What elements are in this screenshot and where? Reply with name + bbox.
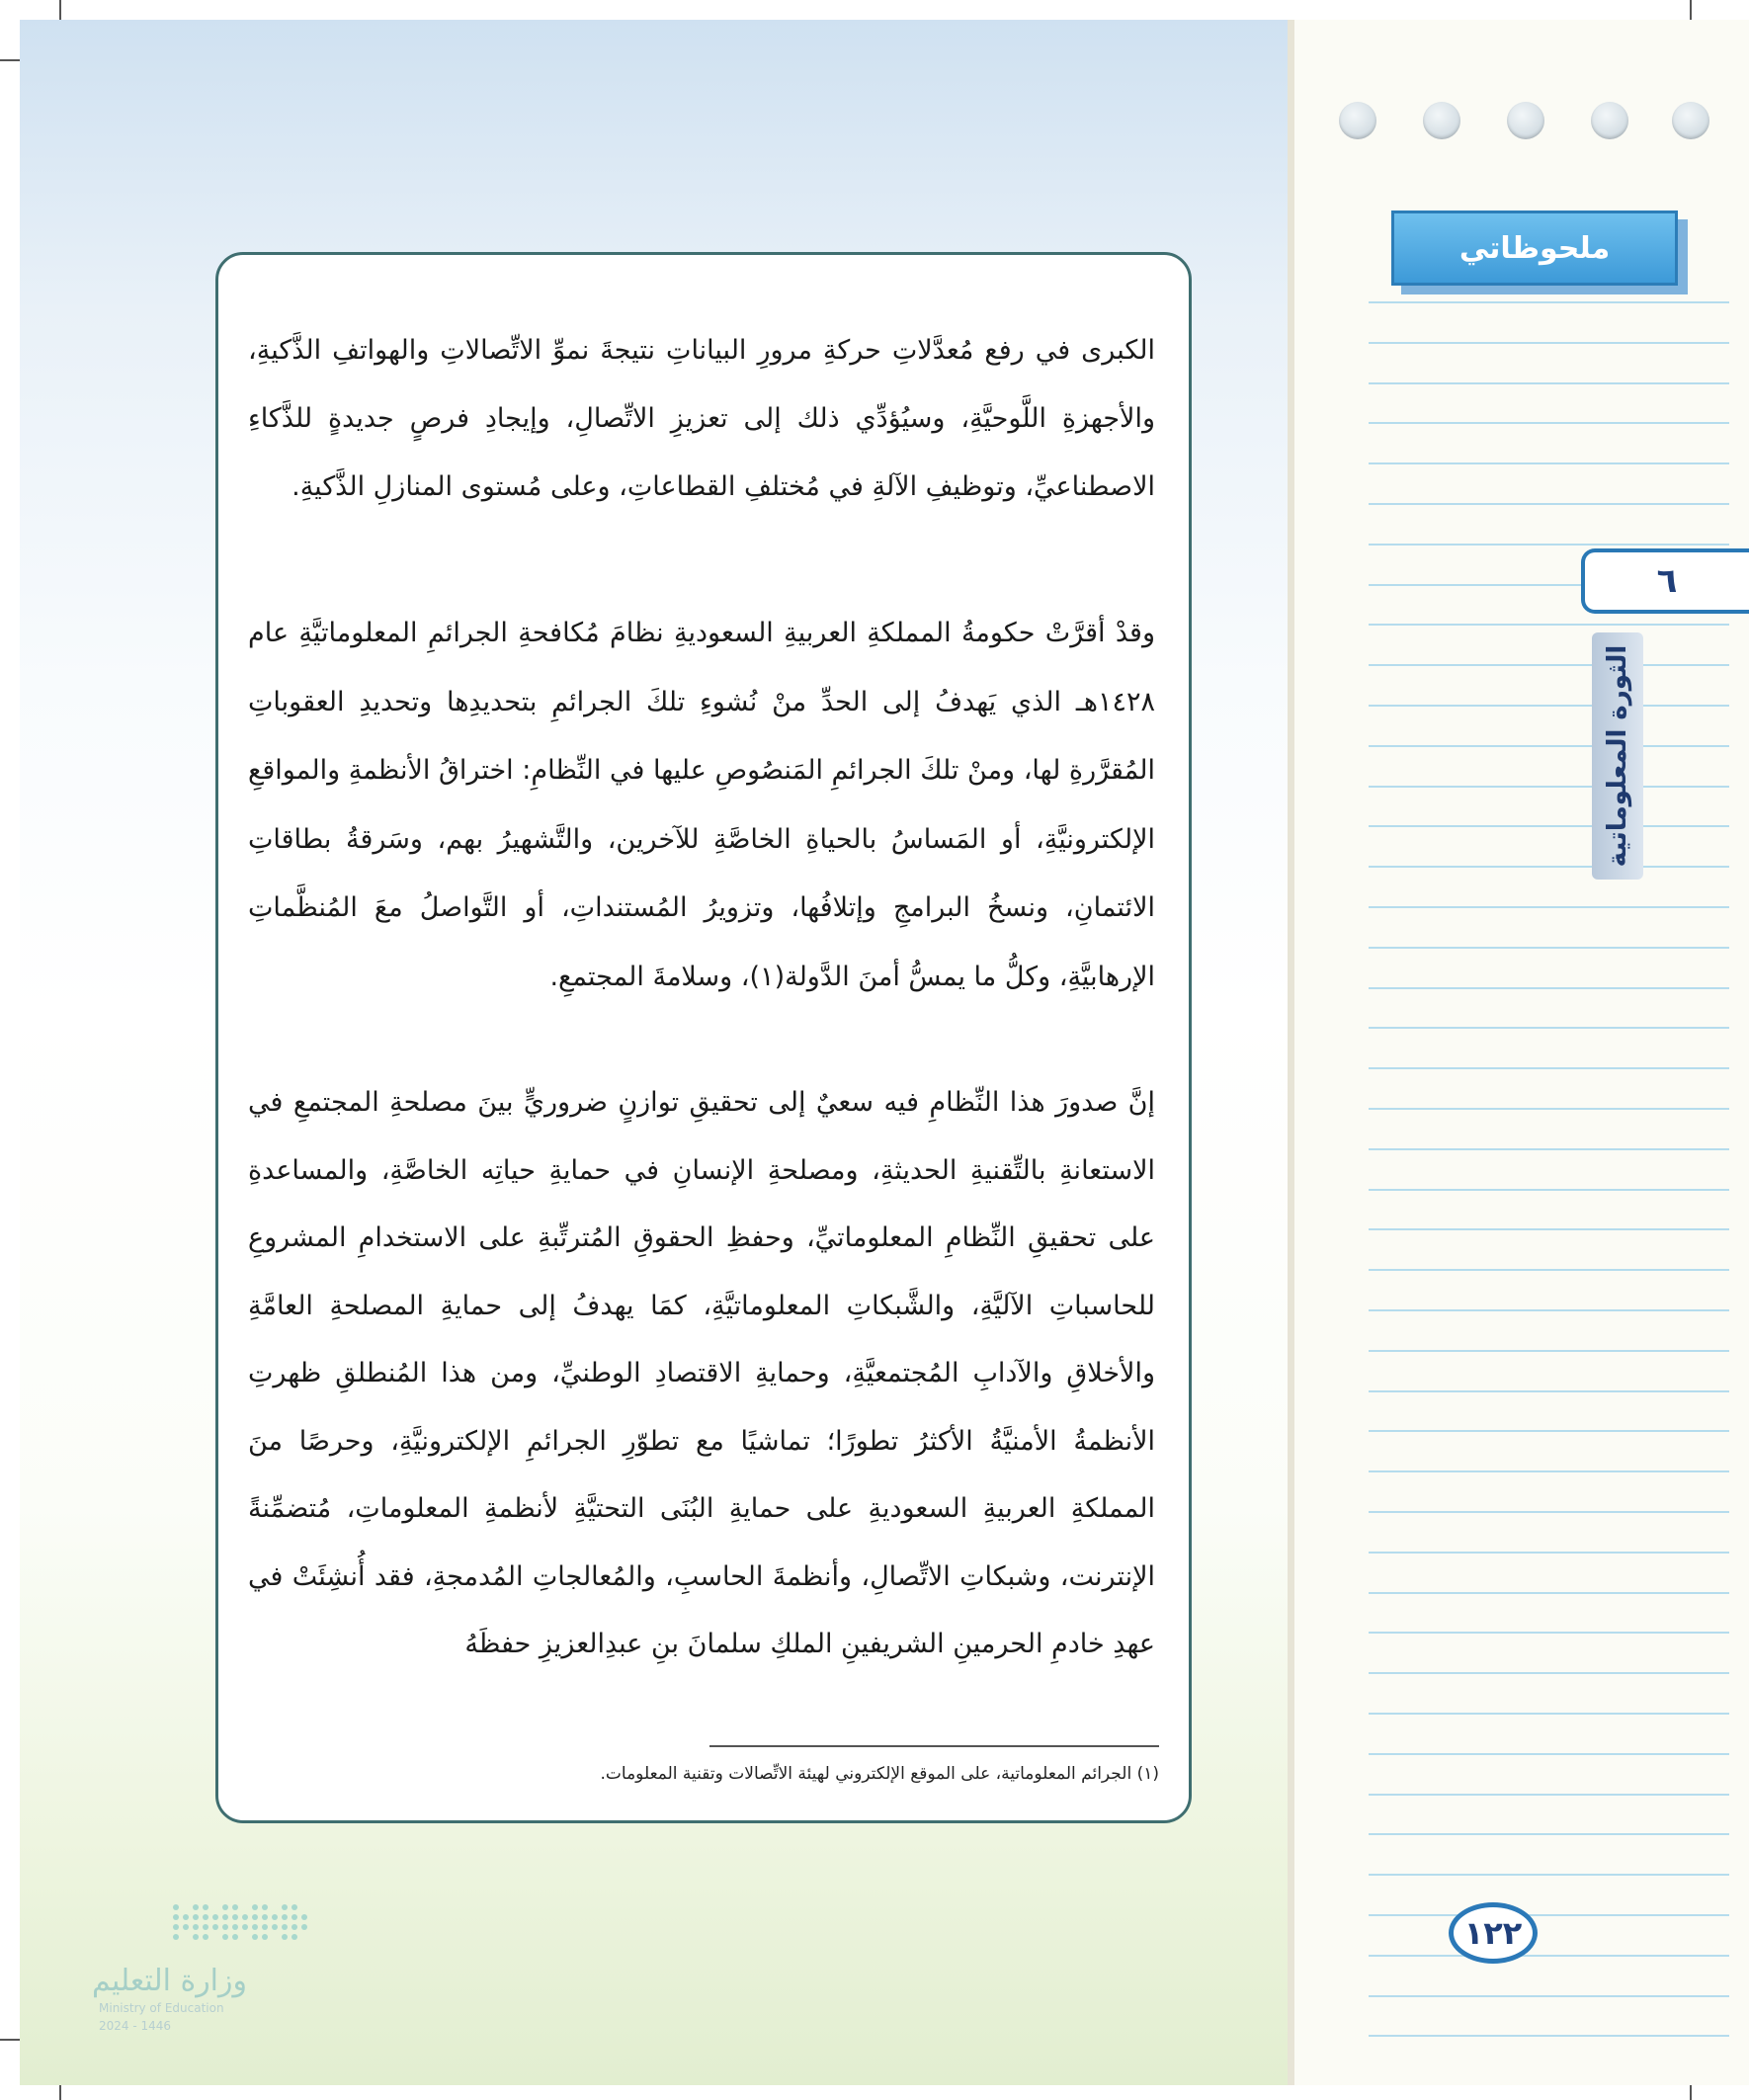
notebook-edge xyxy=(1288,20,1294,2085)
page-number xyxy=(1449,1902,1538,1964)
logo-dot xyxy=(292,1934,297,1940)
logo-dot xyxy=(183,1914,189,1920)
ruled-line xyxy=(1369,1350,1729,1352)
ruled-line xyxy=(1369,1067,1729,1069)
ruled-line xyxy=(1369,786,1729,788)
logo-dot xyxy=(193,1924,199,1930)
ruled-line xyxy=(1369,1713,1729,1715)
paragraph-3: إنَّ صدورَ هذا النِّظامِ فيه سعيٌ إلى تحقيقِ توازنٍ ضروريٍّ بينَ مصلحةِ المجتمعِ في الاستعانةِ بالتِّقنيةِ الحديثةِ، ومصلحةِ الإنسانِ في حمايةِ حياتِه الخاصَّةِ، والمساعدةِ على تحقيقِ النِّظامِ المعلوماتيِّ، وحفظِ الحقوقِ المُترتِّبةِ على الاستخدامِ المشروعِ للحاسباتِ الآليَّةِ، والشَّبكاتِ المعلوماتيَّةِ، كمَا يهدفُ إلى حمايةِ المصلحةِ العامَّةِ والأخلاقِ والآدابِ المُجتمعيَّةِ، وحمايةِ الاقتصادِ الوطنيِّ، ومن هذا المُنطلقِ ظهرتِ الأنظمةُ الأمنيَّةُ الأكثرُ تطورًا؛ تماشيًا مع تطوّرِ الجرائمِ الإلكترونيَّةِ، وحرصًا منَ المملكةِ العربيةِ السعوديةِ على حمايةِ البُنَى التحتيَّةِ لأنظمةِ المعلوماتِ، مُتضمِّنةً الإنترنت، وشبكاتِ الاتِّصالِ، وأنظمةَ الحاسبِ، والمُعالجاتِ المُدمجةِ، فقد أُنشِئَتْ في عهدِ خادمِ الحرمينِ الشريفينِ الملكِ سلمانَ بنِ عبدِالعزيزِ حفظَهُ xyxy=(248,1087,1155,1659)
binder-hole xyxy=(1339,102,1376,139)
chapter-number: ٦ xyxy=(1656,561,1678,601)
logo-dot xyxy=(193,1904,199,1910)
logo-dot xyxy=(262,1934,268,1940)
chapter-title: الثورة المعلوماتية xyxy=(1603,644,1632,868)
logo-dot xyxy=(173,1924,179,1930)
ruled-line xyxy=(1369,422,1729,424)
logo-dot xyxy=(232,1914,238,1920)
footnote: (١) الجرائم المعلوماتية، على الموقع الإلكتروني لهيئة الاتِّصالات وتقنية المعلومات. xyxy=(600,1764,1159,1784)
ruled-line xyxy=(1369,1511,1729,1513)
ruled-line xyxy=(1369,1552,1729,1554)
ruled-line xyxy=(1369,1914,1729,1916)
logo-dot xyxy=(252,1914,258,1920)
ruled-line xyxy=(1369,1470,1729,1472)
logo-dot xyxy=(232,1904,238,1910)
logo-dot xyxy=(173,1904,179,1910)
logo-dot xyxy=(212,1914,218,1920)
ruled-line xyxy=(1369,382,1729,384)
logo-dot xyxy=(183,1924,189,1930)
content-box xyxy=(215,252,1192,1823)
logo-dot xyxy=(252,1934,258,1940)
ruled-line xyxy=(1369,987,1729,989)
ruled-line xyxy=(1369,1269,1729,1271)
logo-dot xyxy=(173,1934,179,1940)
ministry-arabic-name: وزارة التعليم xyxy=(91,1964,247,1998)
logo-dot xyxy=(222,1914,228,1920)
ruled-line xyxy=(1369,1995,1729,1997)
logo-dot xyxy=(272,1924,278,1930)
logo-dot xyxy=(222,1924,228,1930)
ruled-line xyxy=(1369,301,1729,303)
logo-dot xyxy=(203,1934,208,1940)
ruled-line xyxy=(1369,1632,1729,1634)
logo-dot xyxy=(292,1904,297,1910)
logo-dot xyxy=(262,1904,268,1910)
page-number-text: ١٢٢ xyxy=(1463,1914,1523,1952)
ruled-line xyxy=(1369,1955,1729,1957)
ministry-english-name: Ministry of Education xyxy=(99,2001,224,2015)
binder-hole xyxy=(1507,102,1544,139)
logo-dot xyxy=(242,1924,248,1930)
ruled-line xyxy=(1369,1309,1729,1311)
binder-hole xyxy=(1423,102,1460,139)
logo-dot xyxy=(193,1914,199,1920)
ruled-line xyxy=(1369,664,1729,666)
logo-dot xyxy=(203,1924,208,1930)
logo-dot xyxy=(292,1924,297,1930)
chapter-number-tab xyxy=(1581,548,1749,614)
binder-hole xyxy=(1672,102,1709,139)
ruled-line xyxy=(1369,503,1729,505)
ruled-line xyxy=(1369,947,1729,949)
footnote-divider xyxy=(709,1745,1159,1747)
ruled-line xyxy=(1369,1833,1729,1835)
ruled-line xyxy=(1369,1189,1729,1191)
logo-dot xyxy=(173,1914,179,1920)
logo-dot xyxy=(252,1904,258,1910)
logo-dot xyxy=(232,1924,238,1930)
ruled-line xyxy=(1369,1148,1729,1150)
binder-hole xyxy=(1591,102,1628,139)
logo-dot xyxy=(292,1914,297,1920)
logo-dot xyxy=(282,1934,288,1940)
logo-dot xyxy=(282,1924,288,1930)
logo-dot xyxy=(252,1924,258,1930)
logo-dot xyxy=(203,1914,208,1920)
ruled-line xyxy=(1369,462,1729,464)
ministry-logo xyxy=(59,1892,341,2041)
ruled-line xyxy=(1369,1390,1729,1392)
ruled-line xyxy=(1369,866,1729,868)
ruled-line xyxy=(1369,906,1729,908)
ministry-year: 2024 - 1446 xyxy=(99,2019,172,2033)
logo-dot xyxy=(222,1904,228,1910)
ruled-line xyxy=(1369,342,1729,344)
logo-dot xyxy=(193,1934,199,1940)
ruled-line xyxy=(1369,1794,1729,1796)
ruled-line xyxy=(1369,1874,1729,1876)
logo-dot xyxy=(232,1934,238,1940)
ruled-line xyxy=(1369,1753,1729,1755)
logo-dot xyxy=(222,1934,228,1940)
notes-tab xyxy=(1391,210,1678,286)
notes-tab-label: ملحوظاتي xyxy=(1458,230,1611,266)
ruled-line xyxy=(1369,1108,1729,1110)
ruled-line xyxy=(1369,705,1729,707)
notes-panel xyxy=(1294,20,1749,2085)
paragraph-1: الكبرى في رفع مُعدَّلاتِ حركةِ مرورِ البياناتِ نتيجةَ نموِّ الاتِّصالاتِ والهواتفِ الذَّكيةِ، والأجهزةِ اللَّوحيَّةِ، وسيُؤدِّي ذلك إلى تعزيزِ الاتِّصالِ، وإيجادِ فرصٍ جديدةٍ للذَّكاءِ الاصطناعيِّ، وتوظيفِ الآلةِ في مُختلفِ القطاعاتِ، وعلى مُستوى المنازلِ الذَّكيةِ. xyxy=(248,335,1155,502)
logo-dot xyxy=(272,1914,278,1920)
logo-dot xyxy=(301,1914,307,1920)
ruled-line xyxy=(1369,1027,1729,1029)
ruled-line xyxy=(1369,1592,1729,1594)
chapter-title-label xyxy=(1592,632,1643,880)
logo-dot xyxy=(203,1904,208,1910)
logo-dot xyxy=(262,1914,268,1920)
ruled-line xyxy=(1369,624,1729,626)
logo-dot xyxy=(282,1914,288,1920)
logo-dot xyxy=(301,1924,307,1930)
ruled-line xyxy=(1369,1672,1729,1674)
ruled-line xyxy=(1369,825,1729,827)
logo-dot xyxy=(212,1924,218,1930)
ruled-line xyxy=(1369,544,1729,546)
ruled-line xyxy=(1369,1228,1729,1230)
ruled-line xyxy=(1369,1430,1729,1432)
ruled-line xyxy=(1369,2035,1729,2037)
ruled-line xyxy=(1369,745,1729,747)
logo-dot xyxy=(282,1904,288,1910)
logo-dot xyxy=(242,1914,248,1920)
logo-dot xyxy=(262,1924,268,1930)
paragraph-2: وقدْ أقرَّتْ حكومةُ المملكةِ العربيةِ السعوديةِ نظامَ مُكافحةِ الجرائمِ المعلوماتيَّةِ عام ١٤٢٨هـ الذي يَهدفُ إلى الحدِّ منْ نُشوءِ تلكَ الجرائمِ بتحديدِها وتحديدِ العقوباتِ المُقرَّرةِ لها، ومنْ تلكَ الجرائمِ المَنصُوصِ عليها في النِّظامِ: اختراقُ الأنظمةِ والمواقعِ الإلكترونيَّةِ، أو المَساسُ بالحياةِ الخاصَّةِ للآخرين، والتَّشهيرُ بهم، وسَرقةُ بطاقاتِ الائتمانِ، ونسخُ البرامجِ وإتلافُها، وتزويرُ المُستنداتِ، أو التَّواصلُ معَ المُنظَّماتِ الإرهابيَّةِ، وكلُّ ما يمسُّ أمنَ الدَّولة(١)، وسلامةَ المجتمعِ. xyxy=(248,618,1155,992)
